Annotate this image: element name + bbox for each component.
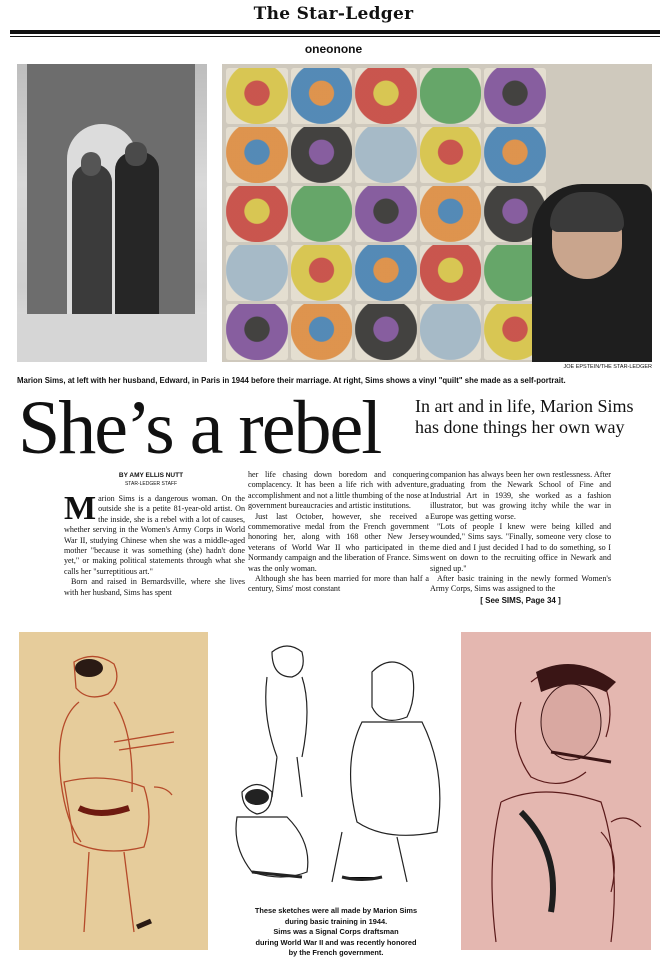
quilt-tile (291, 127, 353, 183)
article-column-2 (248, 470, 429, 595)
article-paragraph: After basic training in the newly formed Women's Army Corps, Sims was assigned to the (430, 574, 611, 594)
sketch-left (19, 632, 208, 950)
article-column-1 (64, 490, 245, 598)
drop-cap: M (64, 490, 97, 527)
headline: She’s a rebel (18, 386, 381, 470)
quilt-tile (355, 68, 417, 124)
sketches-caption: These sketches were all made by Marion Sims during basic training in 1944. Sims was a Signal Corps draftsman during World War II and was recently honored by the French government. (254, 906, 418, 957)
quilt-tile (420, 186, 482, 242)
quilt-tile (291, 186, 353, 242)
quilt-tile (226, 304, 288, 360)
quilt-tile (420, 127, 482, 183)
quilt-tile (226, 245, 288, 301)
quilt-tile (484, 127, 546, 183)
quilt-tile (355, 127, 417, 183)
quilt-tile (420, 68, 482, 124)
masthead-rule (10, 30, 660, 34)
article-column-3 (430, 470, 611, 606)
quilt-tile (484, 68, 546, 124)
vinyl-quilt-photo (222, 64, 652, 362)
masthead: The Star-Ledger (253, 4, 414, 24)
article-paragraph: Born and raised in Bernardsville, where she lives with her husband, Sims has spent (64, 577, 245, 597)
quilt-tile (291, 245, 353, 301)
quilt-tile (226, 186, 288, 242)
article-paragraph: Although she has been married for more than half a century, Sims' most constant (248, 574, 429, 594)
paris-couple-photo (17, 64, 207, 362)
article-paragraph: "Lots of people I knew were being killed and wounded," Sims says. "Finally, someone very close to me died and I just decided I had to do something, so I went on down to the recruiting office in Newark and signed up." (430, 522, 611, 573)
article-paragraph: Just last October, however, she received a commemorative medal from the French government honoring her, along with 168 other New Jersey veterans of World War II who participated in the Normandy campaign and the liberation of France. Sims was the only woman. (248, 511, 429, 573)
top-photo-caption: Marion Sims, at left with her husband, Edward, in Paris in 1944 before their marriage. At right, Sims shows a vinyl "quilt" she made as a self-portrait. (17, 376, 566, 385)
quilt-tile (226, 68, 288, 124)
masthead-rule-thin (10, 36, 660, 37)
article-paragraph: companion has always been her own restlessness. After graduating from the Newark School of Fine and Industrial Art in 1939, she worked as a fashion illustrator, but was growing itchy while the war in Europe was getting worse. (430, 470, 611, 521)
article-paragraph: her life chasing down boredom and conquering complacency. It has been a life rich with adventure, accomplishment and not a little thumbing of the nose at government bureaucracies and artistic institutions. (248, 470, 429, 511)
sketch-right (461, 632, 651, 950)
quilt-tile (420, 304, 482, 360)
quilt-tile (291, 304, 353, 360)
continued-jump-link[interactable]: [ See SIMS, Page 34 ] (480, 595, 561, 605)
quilt-tile (420, 245, 482, 301)
section-label: oneonone (304, 42, 363, 56)
quilt-tile (226, 127, 288, 183)
quilt-tile (355, 245, 417, 301)
sketch-center (222, 632, 450, 900)
subheadline: In art and in life, Marion Sims has done things her own way (415, 396, 634, 437)
byline: BY AMY ELLIS NUTT (118, 472, 184, 479)
quilt-tile (355, 186, 417, 242)
quilt-tile (291, 68, 353, 124)
quilt-tile (355, 304, 417, 360)
byline-org: STAR-LEDGER STAFF (124, 481, 178, 487)
article-paragraph: Marion Sims is a dangerous woman. On the outside she is a petite 81-year-old artist. On the inside, she is a rebel with a lot of causes, whether serving in the Women's Army Corps in World War II, studying Chinese when she was a middle-aged mother "because it was something (she) hadn't done yet," or making political statements through what she calls her "surreptitious art." (64, 490, 245, 576)
photo-credit: JOE EPSTEIN/THE STAR-LEDGER (563, 364, 652, 370)
